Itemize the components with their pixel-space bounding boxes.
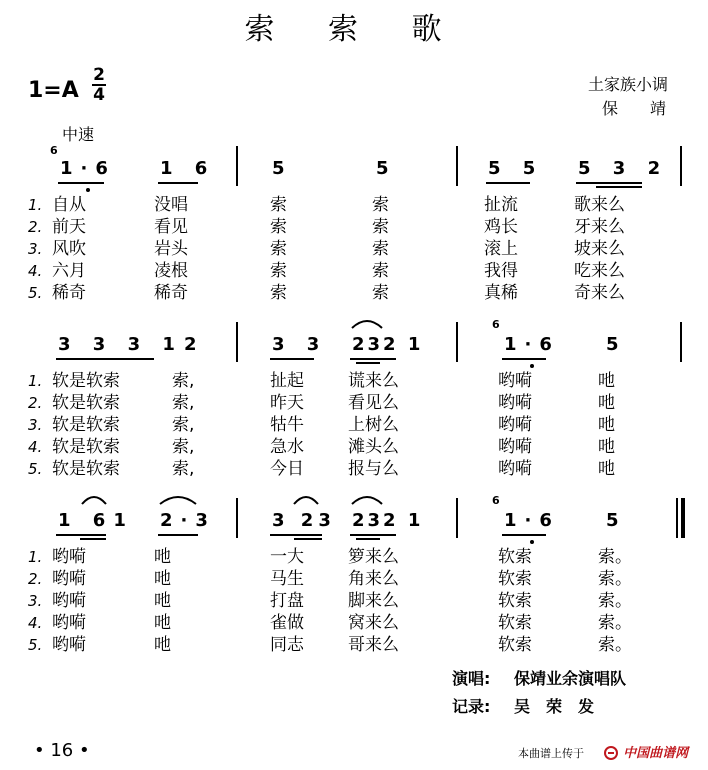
lyric: 吃来么: [574, 261, 625, 281]
site-name: 中国曲谱网: [623, 746, 689, 761]
performance-label: 演唱:: [452, 669, 491, 688]
lyric: 雀做: [270, 613, 304, 633]
lyric: 马生: [270, 569, 304, 589]
verse-number: 3.: [28, 592, 43, 610]
performance-value: 保靖业余演唱队: [514, 669, 627, 688]
lyric: 没唱: [154, 195, 188, 215]
site-logo[interactable]: [604, 742, 688, 761]
note-group: 2: [184, 334, 205, 355]
slur: [80, 492, 108, 506]
lyric: 歌来么: [574, 195, 625, 215]
lyric: 哟嗬: [498, 371, 532, 391]
lyric: 牯牛: [270, 415, 304, 435]
verse-number: 4.: [28, 262, 43, 280]
slur: [350, 316, 384, 330]
lyric: 扯流: [484, 195, 518, 215]
lyric: 索。: [598, 591, 632, 611]
lyric: 索,: [172, 371, 195, 391]
note-group: 5: [606, 510, 627, 531]
lyric: 上树么: [348, 415, 399, 435]
lyric: 索: [270, 239, 287, 259]
lyric: 软是软索: [52, 371, 120, 391]
lyric: 吔: [598, 459, 615, 479]
lyric: 索。: [598, 569, 632, 589]
lyric: 牙来么: [574, 217, 625, 237]
lyric: 我得: [484, 261, 518, 281]
lyric: 哟嗬: [498, 459, 532, 479]
lyric: 索,: [172, 393, 195, 413]
note-group: 5: [272, 158, 293, 179]
lyric: 吔: [154, 613, 171, 633]
lyric: 脚来么: [348, 591, 399, 611]
lyric: 吔: [154, 569, 171, 589]
note-group: 1·6: [504, 334, 560, 355]
page-title: 索 索 歌: [244, 12, 464, 47]
lyric: 索。: [598, 613, 632, 633]
note-group: 1·6: [60, 158, 116, 179]
lyric: 吔: [154, 635, 171, 655]
lyric: 稀奇: [52, 283, 86, 303]
lyric: 箩来么: [348, 547, 399, 567]
lyric: 索: [372, 283, 389, 303]
page-number: • 16 •: [34, 740, 90, 761]
verse-number: 3.: [28, 416, 43, 434]
lyric: 哟嗬: [52, 635, 86, 655]
grace-note: 6: [492, 494, 500, 507]
lyric: 哟嗬: [498, 393, 532, 413]
lyric: 一大: [270, 547, 304, 567]
lyric: 谎来么: [348, 371, 399, 391]
key-signature: 1=A: [28, 78, 79, 103]
lyric: 索,: [172, 415, 195, 435]
verse-number: 5.: [28, 460, 43, 478]
verse-number: 2.: [28, 570, 43, 588]
lyric: 索: [270, 217, 287, 237]
lyric: 软索: [498, 613, 532, 633]
lyric: 滩头么: [348, 437, 399, 457]
lyric: 索: [270, 261, 287, 281]
note-group: 3 3: [272, 334, 328, 355]
note-group: 3 3 3 1: [58, 334, 183, 355]
lyric: 索: [372, 239, 389, 259]
lyric: 软索: [498, 547, 532, 567]
lyric: 索。: [598, 635, 632, 655]
verse-number: 4.: [28, 438, 43, 456]
lyric: 索: [372, 195, 389, 215]
slur: [292, 492, 320, 506]
note-group: 5: [606, 334, 627, 355]
lyric: 吔: [598, 371, 615, 391]
lyric: 六月: [52, 261, 86, 281]
verse-number: 5.: [28, 636, 43, 654]
lyric: 同志: [270, 635, 304, 655]
lyric: 吔: [598, 415, 615, 435]
lyric: 软索: [498, 635, 532, 655]
grace-note: 6: [492, 318, 500, 331]
verse-number: 3.: [28, 240, 43, 258]
lyric: 索,: [172, 459, 195, 479]
lyric: 吔: [154, 591, 171, 611]
lyric: 索: [372, 217, 389, 237]
slur: [350, 492, 384, 506]
time-signature-top: 2: [93, 65, 105, 85]
tempo-marking: 中速: [62, 125, 95, 144]
note-group: 1 61: [58, 510, 134, 531]
lyric: 自从: [52, 195, 86, 215]
note-group: 5 5: [488, 158, 544, 179]
lyric: 奇来么: [574, 283, 625, 303]
lyric: 凌根: [154, 261, 188, 281]
note-group: 2·3: [160, 510, 216, 531]
note-group: 5: [376, 158, 397, 179]
lyric: 前天: [52, 217, 86, 237]
slur: [158, 492, 198, 506]
lyric: 哟嗬: [52, 569, 86, 589]
lyric: 吔: [598, 393, 615, 413]
time-signature: [90, 66, 108, 104]
record-value: 吴 荣 发: [514, 697, 595, 716]
lyric: 稀奇: [154, 283, 188, 303]
lyric: 索,: [172, 437, 195, 457]
note-group: 1·6: [504, 510, 560, 531]
record-label: 记录:: [452, 697, 491, 716]
lyric: 角来么: [348, 569, 399, 589]
lyric: 鸡长: [484, 217, 518, 237]
time-signature-bottom: 4: [93, 85, 105, 105]
lyric: 哟嗬: [498, 437, 532, 457]
lyric: 软是软索: [52, 393, 120, 413]
lyric: 坡来么: [574, 239, 625, 259]
lyric: 软是软索: [52, 459, 120, 479]
lyric: 索。: [598, 547, 632, 567]
note-group: 3 23: [272, 510, 336, 531]
verse-number: 1.: [28, 196, 43, 214]
verse-number: 5.: [28, 284, 43, 302]
lyric: 哟嗬: [52, 613, 86, 633]
lyric: 哥来么: [348, 635, 399, 655]
lyric: 哟嗬: [52, 591, 86, 611]
lyric: 窝来么: [348, 613, 399, 633]
lyric: 软是软索: [52, 437, 120, 457]
lyric: 吔: [598, 437, 615, 457]
note-group: 5 3 2: [578, 158, 669, 179]
lyric: 昨天: [270, 393, 304, 413]
verse-number: 1.: [28, 548, 43, 566]
lyric: 软索: [498, 569, 532, 589]
lyric: 今日: [270, 459, 304, 479]
lyric: 看见: [154, 217, 188, 237]
lyric: 扯起: [270, 371, 304, 391]
lyric: 索: [270, 195, 287, 215]
note-group: 232 1: [352, 334, 424, 355]
verse-number: 1.: [28, 372, 43, 390]
lyric: 软索: [498, 591, 532, 611]
lyric: 滚上: [484, 239, 518, 259]
lyric: 打盘: [270, 591, 304, 611]
verse-number: 2.: [28, 218, 43, 236]
verse-number: 4.: [28, 614, 43, 632]
author-credit: 保 靖: [602, 99, 667, 118]
lyric: 吔: [154, 547, 171, 567]
lyric: 哟嗬: [498, 415, 532, 435]
note-group: 1 6: [160, 158, 216, 179]
lyric: 岩头: [154, 239, 188, 259]
lyric: 哟嗬: [52, 547, 86, 567]
genre-credit: 土家族小调: [588, 75, 669, 94]
lyric: 报与么: [348, 459, 399, 479]
site-logo-icon: [604, 746, 618, 760]
lyric: 真稀: [484, 283, 518, 303]
lyric: 索: [372, 261, 389, 281]
upload-note: 本曲谱上传于: [518, 747, 584, 760]
lyric: 看见么: [348, 393, 399, 413]
lyric: 索: [270, 283, 287, 303]
lyric: 急水: [270, 437, 304, 457]
note-group: 232 1: [352, 510, 424, 531]
lyric: 风吹: [52, 239, 86, 259]
lyric: 软是软索: [52, 415, 120, 435]
verse-number: 2.: [28, 394, 43, 412]
grace-note: 6: [50, 144, 58, 157]
